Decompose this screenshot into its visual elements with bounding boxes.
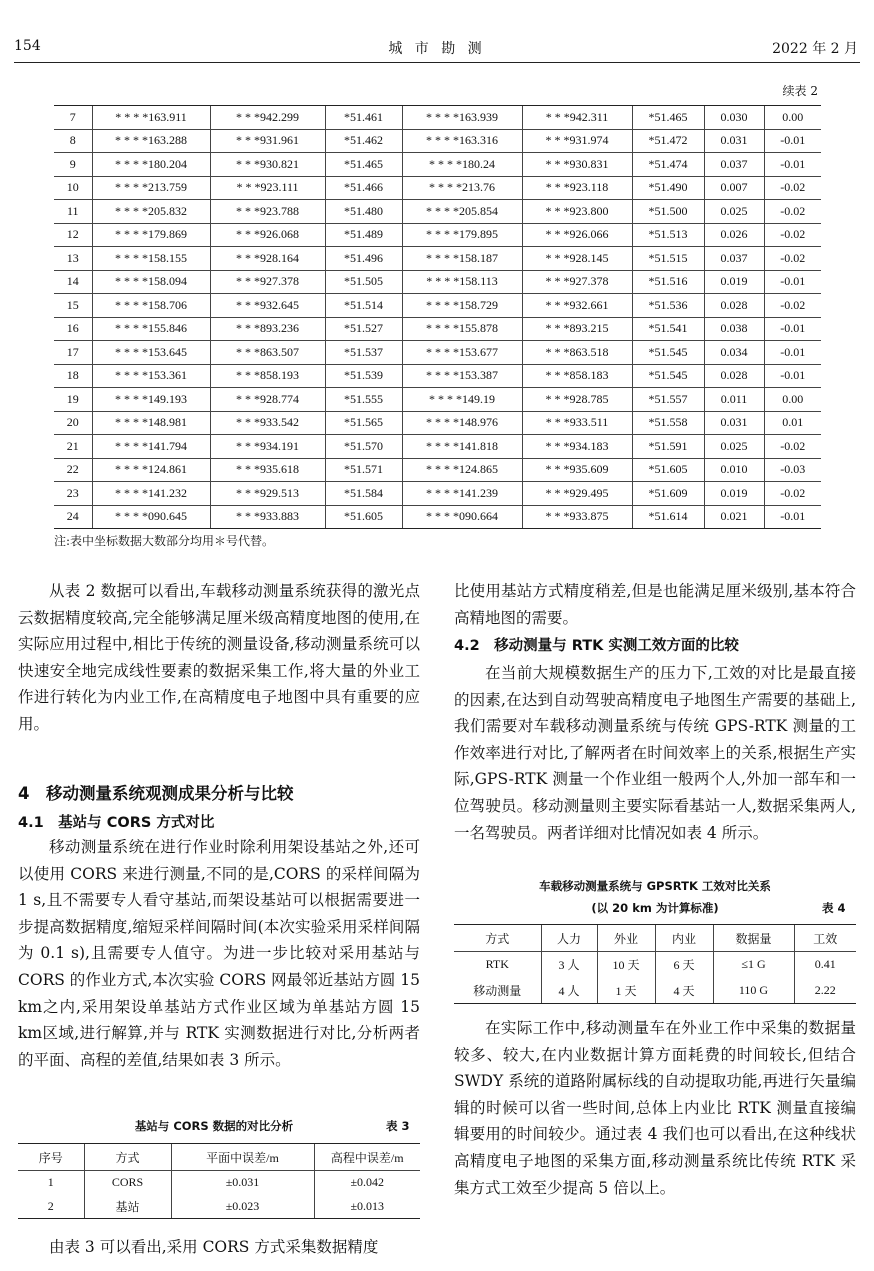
table-cell: * * * *155.846 — [92, 317, 210, 341]
table-cell: * * * *179.869 — [92, 223, 210, 247]
table-cell: * * *933.875 — [522, 505, 632, 529]
table-cell: 19 — [54, 388, 92, 412]
table4-caption: 车载移动测量系统与 GPSRTK 工效对比关系 — [539, 879, 771, 893]
t4-cell: 0.41 — [794, 952, 856, 978]
table-cell: * * * *158.187 — [402, 247, 522, 271]
table-cell: *51.466 — [325, 176, 402, 200]
table-cell: *51.462 — [325, 129, 402, 153]
right-paragraph-2: 在当前大规模数据生产的压力下,工效的对比是最直接的因素,在达到自动驾驶高精度电子地图生产需要的基础上,我们需要对车载移动测量系统与传统 GPS-RTK 测量的工作效率进行对比,了解两者在时间效率上的关系,根据生产实际,GPS-RTK 测量一个作业组一般两个人,外加一部车和一位驾驶员。移动测量则主要实际看基站一人,数据采集两人,一名驾驶员。两者详细对比情况如表 4 所示。 — [454, 664, 856, 842]
table-cell: *51.557 — [632, 388, 704, 412]
t3-cell: 2 — [18, 1195, 84, 1219]
table-cell: -0.02 — [764, 200, 821, 224]
table-cell: * * *930.821 — [210, 153, 325, 177]
left-paragraph-2: 移动测量系统在进行作业时除利用架设基站之外,还可以使用 CORS 来进行测量,不同的是,CORS 的采样间隔为 1 s,且不需要专人看守基站,而架设基站可以根据需要进一步提高数据精度,缩短采样间隔时间(本次实验采用采样间隔为 0.1 s),且需要专人值守。为进一步比较对采用基站与 CORS 的作业方式,本次实验 CORS 网最邻近基站方圆 15 km之内,采用架设单基站方式作业区域为单基站方圆 15 km区域,进行解算,并与 RTK 实测数据进行对比,分析两者的平面、高程的差值,结果如表 3 所示。 — [18, 838, 420, 1069]
table-cell: * * * *155.878 — [402, 317, 522, 341]
table-cell: 0.019 — [704, 482, 764, 506]
table-cell: -0.02 — [764, 247, 821, 271]
table-cell: * * * *213.76 — [402, 176, 522, 200]
table-cell: *51.513 — [632, 223, 704, 247]
t4-cell: 移动测量 — [454, 978, 541, 1004]
t4-head-cell: 工效 — [794, 925, 856, 952]
table-cell: *51.605 — [632, 458, 704, 482]
table-cell: -0.01 — [764, 317, 821, 341]
table-row — [54, 176, 821, 200]
table-cell: -0.01 — [764, 505, 821, 529]
table-cell: *51.474 — [632, 153, 704, 177]
table-cell: * * *926.068 — [210, 223, 325, 247]
table-cell: * * *923.111 — [210, 176, 325, 200]
t4-head-cell: 人力 — [541, 925, 597, 952]
t3-head-cell: 方式 — [84, 1144, 171, 1171]
t3-cell: ±0.042 — [314, 1171, 420, 1195]
table-cell: 0.019 — [704, 270, 764, 294]
table-cell: 9 — [54, 153, 92, 177]
table-cell: 0.037 — [704, 247, 764, 271]
table-row — [54, 317, 821, 341]
table-row — [54, 200, 821, 224]
table-row — [54, 505, 821, 529]
table-cell: -0.03 — [764, 458, 821, 482]
table-cell: -0.01 — [764, 153, 821, 177]
table-row — [54, 388, 821, 412]
table-row — [54, 223, 821, 247]
table-cell: * * * *090.645 — [92, 505, 210, 529]
table-cell: -0.02 — [764, 223, 821, 247]
table-cell: *51.515 — [632, 247, 704, 271]
journal-title: 城 市 勘 测 — [388, 41, 486, 57]
table-2 — [54, 105, 821, 529]
table-cell: * * * *124.865 — [402, 458, 522, 482]
table-cell: * * * *158.155 — [92, 247, 210, 271]
section-4-2-heading: 4.2 移动测量与 RTK 实测工效方面的比较 — [454, 638, 739, 654]
table-cell: 0.030 — [704, 106, 764, 130]
table-cell: * * *923.800 — [522, 200, 632, 224]
t3-head-cell: 序号 — [18, 1144, 84, 1171]
table-cell: * * * *153.677 — [402, 341, 522, 365]
table-cell: 12 — [54, 223, 92, 247]
table-cell: 0.021 — [704, 505, 764, 529]
table-cell: -0.02 — [764, 482, 821, 506]
table-cell: * * *858.193 — [210, 364, 325, 388]
table-cell: * * *858.183 — [522, 364, 632, 388]
table-cell: * * * *158.113 — [402, 270, 522, 294]
table-cell: *51.500 — [632, 200, 704, 224]
table-cell: * * *863.507 — [210, 341, 325, 365]
t3-cell: 1 — [47, 1175, 54, 1190]
table-row — [54, 364, 821, 388]
table-cell: 0.01 — [764, 411, 821, 435]
t4-head-cell: 方式 — [454, 925, 541, 952]
section-4-heading: 4 移动测量系统观测成果分析与比较 — [18, 784, 294, 803]
table-cell: * * * *205.832 — [92, 200, 210, 224]
table-cell: * * * *205.854 — [402, 200, 522, 224]
table-cell: -0.02 — [764, 435, 821, 459]
table-cell: * * * *149.193 — [92, 388, 210, 412]
table-row — [54, 106, 821, 130]
t3-cell: CORS — [84, 1171, 171, 1195]
table-cell: * * *933.883 — [210, 505, 325, 529]
table-row — [54, 482, 821, 506]
table-cell: * * *942.311 — [522, 106, 632, 130]
table-cell: 14 — [54, 270, 92, 294]
t3-head-cell: 平面中误差/m — [171, 1144, 314, 1171]
table-row — [54, 247, 821, 271]
table-cell: * * * *163.288 — [92, 129, 210, 153]
table-cell: * * *923.118 — [522, 176, 632, 200]
table-cell: *51.570 — [325, 435, 402, 459]
right-paragraph-1: 比使用基站方式精度稍差,但是也能满足厘米级别,基本符合高精地图的需要。 — [454, 582, 856, 627]
table-row — [54, 153, 821, 177]
table-cell: 18 — [54, 364, 92, 388]
table-cell: * * * *180.204 — [92, 153, 210, 177]
table-cell: * * * *148.976 — [402, 411, 522, 435]
table-cell: * * * *158.094 — [92, 270, 210, 294]
table-cell: * * *931.974 — [522, 129, 632, 153]
table-cell: * * * *141.818 — [402, 435, 522, 459]
table-cell: *51.489 — [325, 223, 402, 247]
table-cell: * * * *124.861 — [92, 458, 210, 482]
table-cell: 0.031 — [704, 129, 764, 153]
table-cell: * * *927.378 — [210, 270, 325, 294]
table2-continued-label: 续表 2 — [782, 84, 818, 98]
table-row — [54, 411, 821, 435]
table3-caption: 基站与 CORS 数据的对比分析 — [134, 1119, 294, 1133]
right-paragraph-3: 在实际工作中,移动测量车在外业工作中采集的数据量较多、较大,在内业数据计算方面耗费的时间较长,但结合 SWDY 系统的道路附属标线的自动提取功能,再进行矢量编辑的时候可以省一些时间,总体上内业比 RTK 测量直接编辑要用的时间较少。通过表 4 我们也可以看出,在这种线状高精度电子地图的采集方面,移动测量系统比传统 RTK 采集方式工效至少提高 5 倍以上。 — [454, 1019, 856, 1197]
table-cell: * * * *148.981 — [92, 411, 210, 435]
table-row — [54, 341, 821, 365]
table3-number: 表 3 — [386, 1119, 410, 1133]
table-cell: * * *928.774 — [210, 388, 325, 412]
table-cell: * * *935.618 — [210, 458, 325, 482]
table-cell: 0.026 — [704, 223, 764, 247]
table-cell: * * * *153.361 — [92, 364, 210, 388]
table-cell: 17 — [54, 341, 92, 365]
table-cell: *51.539 — [325, 364, 402, 388]
table-cell: * * * *213.759 — [92, 176, 210, 200]
table-cell: * * * *180.24 — [402, 153, 522, 177]
table-cell: *51.480 — [325, 200, 402, 224]
table-cell: 0.028 — [704, 364, 764, 388]
table-cell: *51.514 — [325, 294, 402, 318]
table-cell: -0.02 — [764, 294, 821, 318]
table-cell: * * *942.299 — [210, 106, 325, 130]
table-cell: * * *927.378 — [522, 270, 632, 294]
table-cell: 7 — [54, 106, 92, 130]
table-cell: * * *933.511 — [522, 411, 632, 435]
table-cell: *51.536 — [632, 294, 704, 318]
table-cell: 10 — [54, 176, 92, 200]
table4-subcaption: (以 20 km 为计算标准) — [591, 901, 719, 915]
t4-cell: ≤1 G — [713, 952, 794, 978]
t4-cell: 4 人 — [541, 978, 597, 1004]
table-cell: 0.037 — [704, 153, 764, 177]
table-cell: -0.01 — [764, 364, 821, 388]
table-cell: *51.558 — [632, 411, 704, 435]
t4-head-cell: 数据量 — [713, 925, 794, 952]
table-cell: * * *923.788 — [210, 200, 325, 224]
table-cell: * * *863.518 — [522, 341, 632, 365]
table-row — [54, 458, 821, 482]
table-cell: * * *893.236 — [210, 317, 325, 341]
table-cell: 0.00 — [764, 106, 821, 130]
table-cell: 22 — [54, 458, 92, 482]
table-cell: * * *926.066 — [522, 223, 632, 247]
table-cell: *51.605 — [325, 505, 402, 529]
table-cell: * * * *163.939 — [402, 106, 522, 130]
t4-cell: 1 天 — [597, 978, 655, 1004]
table-cell: * * *934.191 — [210, 435, 325, 459]
table-cell: 15 — [54, 294, 92, 318]
table-cell: * * * *090.664 — [402, 505, 522, 529]
table-cell: * * * *163.911 — [92, 106, 210, 130]
table-cell: 20 — [54, 411, 92, 435]
left-paragraph-1: 从表 2 数据可以看出,车载移动测量系统获得的激光点云数据精度较高,完全能够满足厘米级高精度地图的使用,在实际应用过程中,相比于传统的测量设备,移动测量系统可以快速安全地完成线性要素的数据采集工作,将大量的外业工作进行转化为内业工作,在高精度电子地图中具有重要的应用。 — [18, 582, 420, 733]
issue-date: 2022 年 2 月 — [772, 41, 858, 57]
table-cell: *51.537 — [325, 341, 402, 365]
t3-head-cell: 高程中误差/m — [314, 1144, 420, 1171]
table-cell: * * * *158.729 — [402, 294, 522, 318]
table-row — [54, 270, 821, 294]
t3-cell: 基站 — [84, 1195, 171, 1219]
table-cell: *51.490 — [632, 176, 704, 200]
t4-cell: 10 天 — [597, 952, 655, 978]
table-cell: 23 — [54, 482, 92, 506]
t4-head-cell: 外业 — [597, 925, 655, 952]
table-cell: 0.034 — [704, 341, 764, 365]
table-cell: * * *932.661 — [522, 294, 632, 318]
table-cell: *51.472 — [632, 129, 704, 153]
t4-cell: 3 人 — [541, 952, 597, 978]
t3-cell: ±0.013 — [314, 1195, 420, 1219]
table-cell: *51.584 — [325, 482, 402, 506]
t4-cell: 4 天 — [655, 978, 713, 1004]
t4-head-cell: 内业 — [655, 925, 713, 952]
table4-number: 表 4 — [822, 901, 846, 915]
table-cell: *51.516 — [632, 270, 704, 294]
table-cell: *51.461 — [325, 106, 402, 130]
table-cell: * * * *179.895 — [402, 223, 522, 247]
table-cell: 0.007 — [704, 176, 764, 200]
table-cell: 11 — [54, 200, 92, 224]
header-rule — [14, 62, 860, 63]
table-cell: * * * *158.706 — [92, 294, 210, 318]
table-cell: * * * *149.19 — [402, 388, 522, 412]
table-cell: * * *931.961 — [210, 129, 325, 153]
table-cell: * * * *153.387 — [402, 364, 522, 388]
table-cell: *51.465 — [632, 106, 704, 130]
table-4 — [454, 924, 856, 1004]
table-cell: -0.01 — [764, 129, 821, 153]
table-cell: * * *928.164 — [210, 247, 325, 271]
table-cell: * * *928.145 — [522, 247, 632, 271]
table-cell: *51.465 — [325, 153, 402, 177]
table-cell: 0.038 — [704, 317, 764, 341]
table-cell: * * *928.785 — [522, 388, 632, 412]
t4-cell: 2.22 — [794, 978, 856, 1004]
left-paragraph-3: 由表 3 可以看出,采用 CORS 方式采集数据精度 — [49, 1238, 379, 1256]
table-cell: *51.591 — [632, 435, 704, 459]
table-cell: 24 — [54, 505, 92, 529]
t3-cell: ±0.031 — [171, 1171, 314, 1195]
table-row — [54, 294, 821, 318]
table-cell: * * * *141.232 — [92, 482, 210, 506]
table-row — [54, 129, 821, 153]
table-cell: *51.545 — [632, 341, 704, 365]
table-row — [54, 435, 821, 459]
table-cell: 16 — [54, 317, 92, 341]
table-cell: 0.025 — [704, 200, 764, 224]
table-cell: * * *935.609 — [522, 458, 632, 482]
table-cell: *51.609 — [632, 482, 704, 506]
table-cell: * * * *153.645 — [92, 341, 210, 365]
t3-cell: ±0.023 — [171, 1195, 314, 1219]
table-cell: *51.527 — [325, 317, 402, 341]
table-cell: * * *893.215 — [522, 317, 632, 341]
table-cell: 0.028 — [704, 294, 764, 318]
t4-cell: RTK — [485, 957, 509, 972]
table-cell: *51.565 — [325, 411, 402, 435]
table-cell: -0.01 — [764, 270, 821, 294]
table-cell: * * *930.831 — [522, 153, 632, 177]
table-cell: 0.025 — [704, 435, 764, 459]
table-cell: *51.505 — [325, 270, 402, 294]
page-number: 154 — [14, 38, 41, 54]
table-cell: *51.496 — [325, 247, 402, 271]
table-cell: *51.614 — [632, 505, 704, 529]
t4-cell: 110 G — [713, 978, 794, 1004]
table-cell: 0.00 — [764, 388, 821, 412]
table-cell: 0.011 — [704, 388, 764, 412]
table-cell: * * * *163.316 — [402, 129, 522, 153]
section-4-1-heading: 4.1 基站与 CORS 方式对比 — [18, 815, 215, 831]
table-cell: 0.010 — [704, 458, 764, 482]
table2-note: 注:表中坐标数据大数部分均用＊号代替。 — [54, 534, 275, 548]
table-cell: * * *929.495 — [522, 482, 632, 506]
table-cell: * * *932.645 — [210, 294, 325, 318]
t4-cell: 6 天 — [655, 952, 713, 978]
table-cell: -0.02 — [764, 176, 821, 200]
table-cell: * * *929.513 — [210, 482, 325, 506]
table-cell: * * * *141.239 — [402, 482, 522, 506]
table-cell: * * * *141.794 — [92, 435, 210, 459]
table-3 — [18, 1143, 420, 1219]
table-cell: 13 — [54, 247, 92, 271]
table-cell: 21 — [54, 435, 92, 459]
table-cell: *51.541 — [632, 317, 704, 341]
table-cell: 0.031 — [704, 411, 764, 435]
table-cell: * * *933.542 — [210, 411, 325, 435]
table-cell: 8 — [54, 129, 92, 153]
table-cell: *51.555 — [325, 388, 402, 412]
table-cell: *51.571 — [325, 458, 402, 482]
table-cell: -0.01 — [764, 341, 821, 365]
table-cell: *51.545 — [632, 364, 704, 388]
table-cell: * * *934.183 — [522, 435, 632, 459]
